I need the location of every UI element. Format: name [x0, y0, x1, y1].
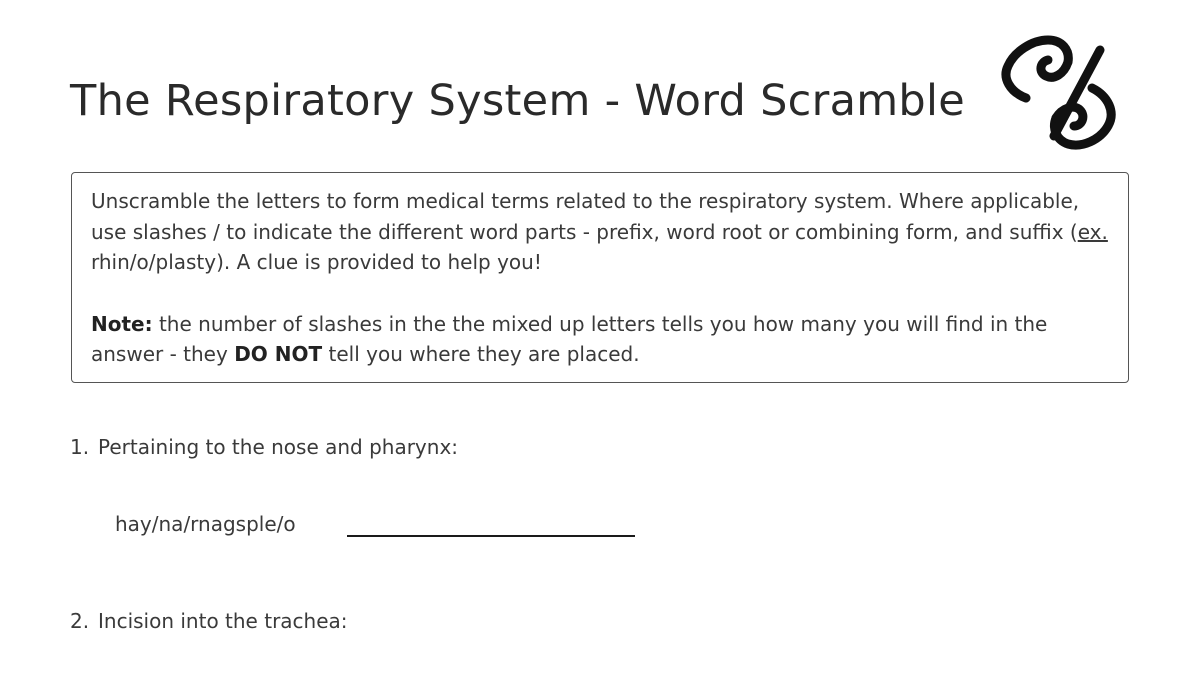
question-1: [70, 433, 458, 461]
note-paragraph: [91, 309, 1110, 370]
question-number: 2.: [70, 609, 90, 633]
question-number: 1.: [70, 435, 90, 459]
chain-link-logo-icon: [996, 30, 1122, 152]
scrambled-word-1: hay/na/rnagsple/o: [115, 512, 296, 536]
instructions-paragraph: [91, 186, 1110, 278]
note-text: the number of slashes in the the mixed up letters tells you how many you will find in the answer - they: [91, 311, 1048, 366]
note-text-end: tell you where they are placed.: [322, 342, 640, 366]
example-label: ex.: [1077, 219, 1108, 244]
answer-line-1[interactable]: [347, 535, 635, 537]
note-label: Note:: [91, 311, 153, 336]
instructions-text: Unscramble the letters to form medical terms related to the respiratory system. Where applicable, use slashes / to indicate the different word parts - prefix, word root or combining form, and suffix (: [91, 189, 1080, 244]
note-emphasis: DO NOT: [234, 342, 323, 366]
question-clue: Pertaining to the nose and pharynx:: [98, 435, 459, 459]
page-title: The Respiratory System - Word Scramble: [70, 76, 966, 126]
instructions-text-end: rhin/o/plasty). A clue is provided to help you!: [91, 250, 542, 274]
question-2: [70, 607, 348, 635]
question-clue: Incision into the trachea:: [98, 609, 348, 633]
instructions-box: [71, 172, 1129, 383]
